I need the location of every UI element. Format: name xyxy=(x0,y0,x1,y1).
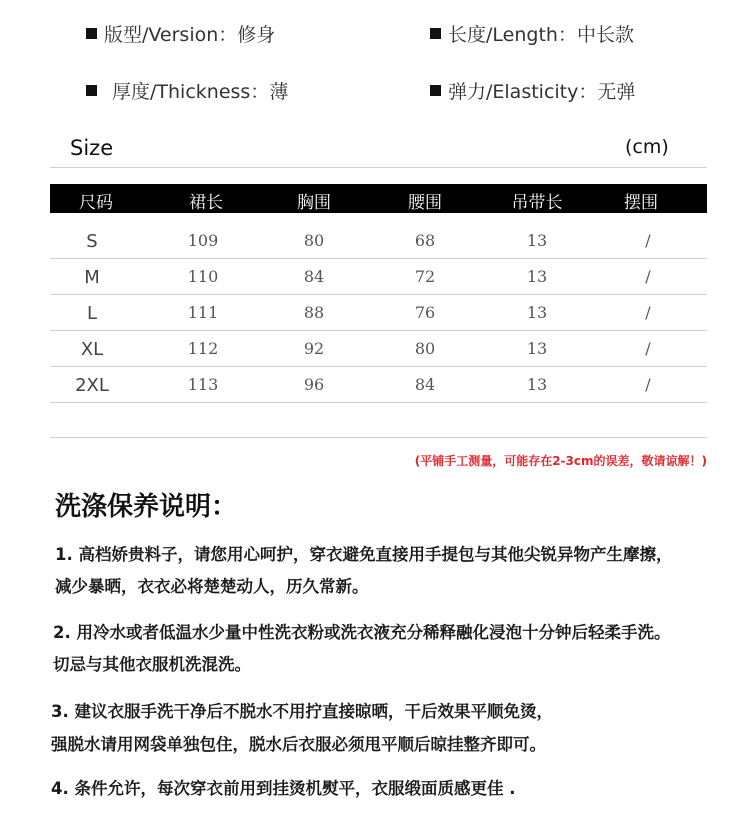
header-skirt-length: 裙长 xyxy=(189,193,223,213)
attribute-elasticity xyxy=(430,77,635,104)
unit-label: (cm) xyxy=(625,136,669,158)
table-cell: / xyxy=(645,303,651,322)
attribute-label: 厚度/Thickness： xyxy=(112,81,270,103)
table-row xyxy=(50,331,707,367)
table-cell: 72 xyxy=(414,267,436,286)
table-cell: 112 xyxy=(187,339,219,358)
table-cell: 2XL xyxy=(75,375,109,396)
table-cell: 68 xyxy=(414,231,436,250)
attribute-label: 长度/Length： xyxy=(448,24,577,46)
table-cell: 80 xyxy=(414,339,436,358)
care-item-3-line-1: 3. 建议衣服手洗干净后不脱水不用拧直接晾晒，干后效果平顺免烫， xyxy=(51,702,553,721)
table-cell: 84 xyxy=(303,267,325,286)
header-bust: 胸围 xyxy=(297,193,331,213)
table-cell: 13 xyxy=(526,267,548,286)
size-title: Size xyxy=(70,136,114,160)
table-cell: 92 xyxy=(303,339,325,358)
table-cell: 13 xyxy=(526,231,548,250)
attribute-value: 修身 xyxy=(237,24,276,46)
care-item-2-line-1: 2. 用冷水或者低温水少量中性洗衣粉或洗衣液充分稀释融化浸泡十分钟后轻柔手洗。 xyxy=(53,623,671,642)
table-cell: 111 xyxy=(187,303,219,322)
table-cell: 88 xyxy=(303,303,325,322)
attribute-label: 版型/Version： xyxy=(104,24,238,46)
table-cell: S xyxy=(86,231,98,252)
table-cell: 113 xyxy=(187,375,219,394)
measurement-note: (平铺手工测量，可能存在2-3cm的误差，敬请谅解！) xyxy=(414,454,707,468)
attribute-label: 弹力/Elasticity： xyxy=(448,81,598,103)
care-item-3-line-2: 强脱水请用网袋单独包住，脱水后衣服必须甩平顺后晾挂整齐即可。 xyxy=(51,735,546,754)
header-waist: 腰围 xyxy=(408,193,442,213)
table-cell: / xyxy=(645,267,651,286)
attribute-version xyxy=(86,20,275,47)
care-item-4-line-1: 4. 条件允许，每次穿衣前用到挂烫机熨平，衣服缎面质感更佳 . xyxy=(51,779,516,798)
care-title: 洗涤保养说明： xyxy=(55,492,238,522)
bullet-square-icon xyxy=(430,28,441,39)
table-cell: 84 xyxy=(414,375,436,394)
table-cell: 13 xyxy=(526,303,548,322)
table-row xyxy=(50,295,707,331)
table-cell: / xyxy=(645,375,651,394)
table-row xyxy=(50,367,707,403)
attribute-length xyxy=(430,20,634,47)
table-cell: / xyxy=(645,339,651,358)
row-divider xyxy=(50,402,707,403)
table-cell: 110 xyxy=(187,267,219,286)
table-cell: 76 xyxy=(414,303,436,322)
table-cell: M xyxy=(84,267,100,288)
attribute-value: 中长款 xyxy=(576,24,634,46)
care-item-2-line-2: 切忌与其他衣服机洗混洗。 xyxy=(53,655,251,674)
table-row xyxy=(50,223,707,259)
attribute-thickness xyxy=(86,77,288,104)
divider xyxy=(50,167,707,168)
table-row xyxy=(50,259,707,295)
care-item-1-line-2: 减少暴晒，衣衣必将楚楚动人，历久常新。 xyxy=(55,577,369,596)
header-hem: 摆围 xyxy=(624,193,658,213)
table-cell: / xyxy=(645,231,651,250)
care-item-1-line-1: 1. 高档娇贵料子，请您用心呵护，穿衣避免直接用手提包与其他尖锐异物产生摩擦， xyxy=(55,545,673,564)
divider xyxy=(50,437,707,438)
bullet-square-icon xyxy=(86,85,97,96)
attribute-value: 薄 xyxy=(269,81,289,103)
header-strap-length: 吊带长 xyxy=(511,193,563,213)
header-size: 尺码 xyxy=(79,193,113,213)
bullet-square-icon xyxy=(86,28,97,39)
table-cell: 13 xyxy=(526,375,548,394)
table-cell: L xyxy=(86,303,98,324)
table-cell: XL xyxy=(80,339,104,360)
attribute-value: 无弹 xyxy=(597,81,636,103)
size-table-header xyxy=(50,184,707,213)
table-cell: 13 xyxy=(526,339,548,358)
table-cell: 96 xyxy=(303,375,325,394)
table-cell: 80 xyxy=(303,231,325,250)
table-cell: 109 xyxy=(187,231,219,250)
bullet-square-icon xyxy=(430,85,441,96)
